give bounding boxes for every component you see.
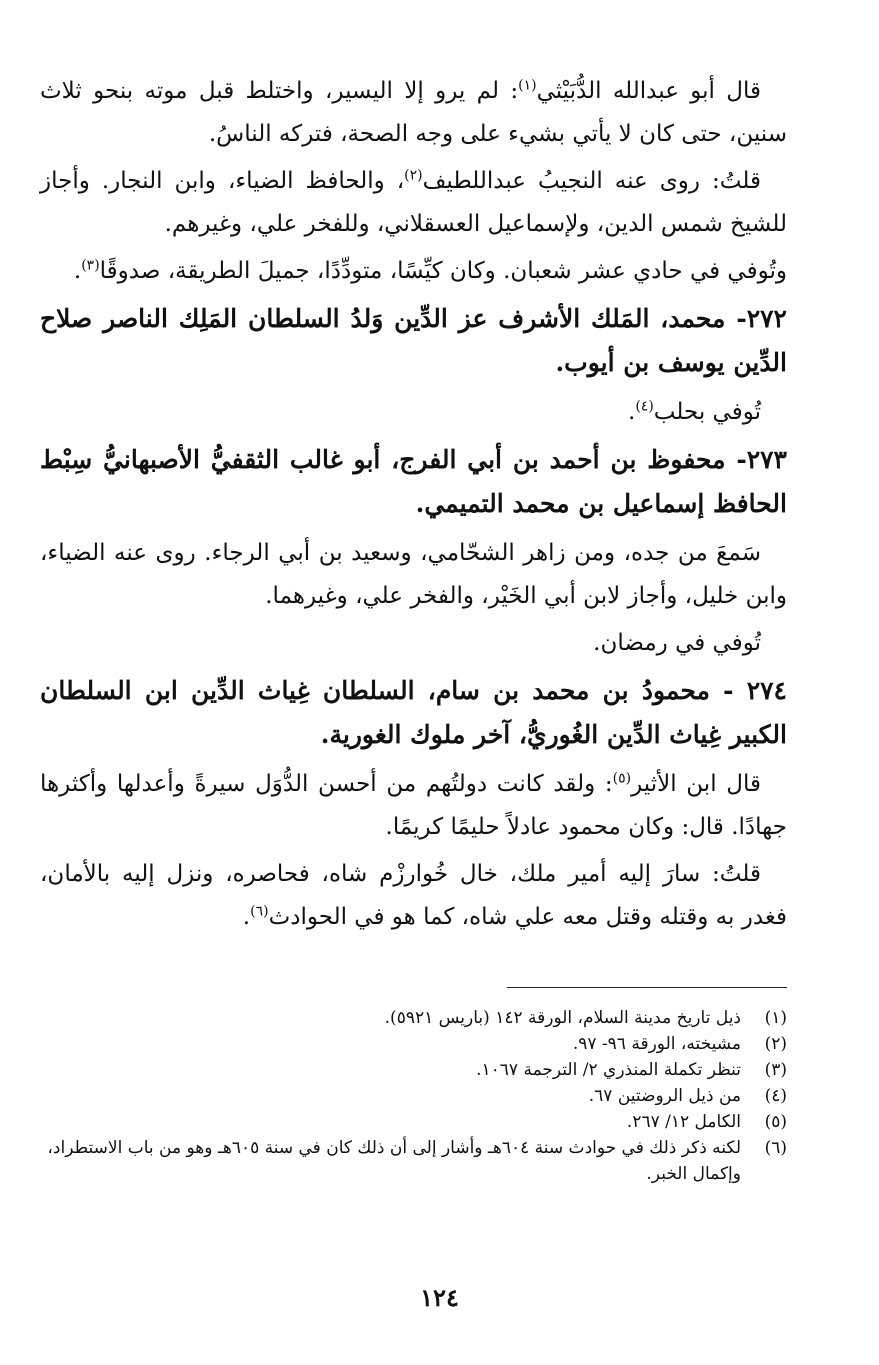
text-segment: تُوفي بحلب xyxy=(653,399,761,425)
text-segment: : لم يرو إلا اليسير، واختلط قبل موته بنحو ثلاث سنين، حتى كان لا يأتي بشيء على وجه الصحة، فتركه الناسُ. xyxy=(40,78,787,147)
footnote-text: الكامل ١٢/ ٢٦٧. xyxy=(626,1112,741,1132)
paragraph-death-ramadan: تُوفي في رمضان. xyxy=(593,630,761,656)
entry-heading-272: ٢٧٢- محمد، المَلك الأشرف عز الدِّين وَلدُ السلطان المَلِك الناصر صلاح الدِّين يوسف بن أيوب. xyxy=(40,304,787,377)
text-segment: قال ابن الأثير xyxy=(631,771,761,797)
text-segment: وتُوفي في حادي عشر شعبان. وكان كيِّسًا، متودِّدًا، جميلَ الطريقة، صدوقًا xyxy=(99,258,787,284)
paragraph-qultu-narrators xyxy=(40,160,787,246)
text-segment: ، والحافظ الضياء، وابن النجار. وأجاز للشيخ شمس الدين، ولإسماعيل العسقلاني، وللفخر علي، وغيرهم. xyxy=(40,168,787,237)
footnote-text: مشيخته، الورقة ٩٦- ٩٧. xyxy=(572,1034,741,1054)
entry-heading-273: ٢٧٣- محفوظ بن أحمد بن أبي الفرج، أبو غالب الثقفيُّ الأصبهانيُّ سِبْط الحافظ إسماعيل بن محمد التميمي. xyxy=(40,445,787,518)
text-segment: : ولقد كانت دولتُهم من أحسن الدُّوَل سيرةً وأعدلها وأكثرها جهادًا. قال: وكان محمود عادلاً حليمًا كريمًا. xyxy=(40,771,787,840)
paragraph-ibn-athir xyxy=(40,763,787,849)
footnote-text: ذيل تاريخ مدينة السلام، الورقة ١٤٢ (باريس ٥٩٢١). xyxy=(384,1008,741,1028)
footnote-item xyxy=(40,1109,787,1135)
footnote-item xyxy=(40,1005,787,1031)
main-text xyxy=(40,70,787,943)
footnote-number: (٤) xyxy=(764,1086,787,1106)
footnote-number: (٦) xyxy=(764,1138,787,1158)
entry-heading-274: ٢٧٤ - محمودُ بن محمد بن سام، السلطان غِياث الدِّين ابن السلطان الكبير غِياث الدِّين الغُوريُّ، آخر ملوك الغورية. xyxy=(40,676,787,749)
footnote-text: لكنه ذكر ذلك في حوادث سنة ٦٠٤هـ وأشار إلى أن ذلك كان في سنة ٦٠٥هـ وهو من باب الاستطراد، وإكمال الخبر. xyxy=(47,1138,741,1184)
paragraph-death-shaban xyxy=(40,250,787,293)
footnote-text: من ذيل الروضتين ٦٧. xyxy=(588,1086,741,1106)
text-segment: . xyxy=(73,258,82,284)
footnote-item xyxy=(40,1135,787,1187)
page-number: ١٢٤ xyxy=(420,1283,459,1312)
paragraph-qultu-siege xyxy=(40,853,787,939)
text-segment: قلتُ: سارَ إليه أمير ملك، خال خُوارزْم شاه، فحاصره، ونزل إليه بالأمان، فغدر به وقتله وقتل معه علي شاه، كما هو في الحوادث xyxy=(40,861,787,930)
paragraph-death-aleppo xyxy=(40,391,787,434)
footnote-item xyxy=(40,1083,787,1109)
footnote-ref-5[interactable]: (٥) xyxy=(612,770,632,787)
footnote-item xyxy=(40,1031,787,1057)
footnote-number: (٣) xyxy=(764,1060,787,1080)
text-segment: قال أبو عبدالله الدُّبَيْثي xyxy=(536,78,762,104)
paragraph-dubaythi xyxy=(40,70,787,156)
footnote-text: تنظر تكملة المنذري ٢/ الترجمة ١٠٦٧. xyxy=(476,1060,741,1080)
footnote-ref-1[interactable]: (١) xyxy=(518,77,537,94)
footnote-ref-2[interactable]: (٢) xyxy=(404,167,423,184)
footnote-number: (١) xyxy=(764,1008,787,1028)
footnote-ref-6[interactable]: (٦) xyxy=(250,903,269,920)
text-segment: . xyxy=(242,904,251,930)
footnote-number: (٥) xyxy=(764,1112,787,1132)
footnote-separator xyxy=(507,987,787,988)
footnote-ref-3[interactable]: (٣) xyxy=(81,257,100,274)
text-segment: . xyxy=(628,399,636,425)
text-segment: قلتُ: روى عنه النجيبُ عبداللطيف xyxy=(422,168,761,194)
footnote-item xyxy=(40,1057,787,1083)
footnote-ref-4[interactable]: (٤) xyxy=(635,398,654,415)
footnotes xyxy=(40,1005,787,1187)
footnote-number: (٢) xyxy=(764,1034,787,1054)
paragraph-sama: سَمعَ من جده، ومن زاهر الشحّامي، وسعيد بن أبي الرجاء. روى عنه الضياء، وابن خليل، وأجاز لابن أبي الخَيْر، والفخر علي، وغيرهما. xyxy=(40,540,787,609)
